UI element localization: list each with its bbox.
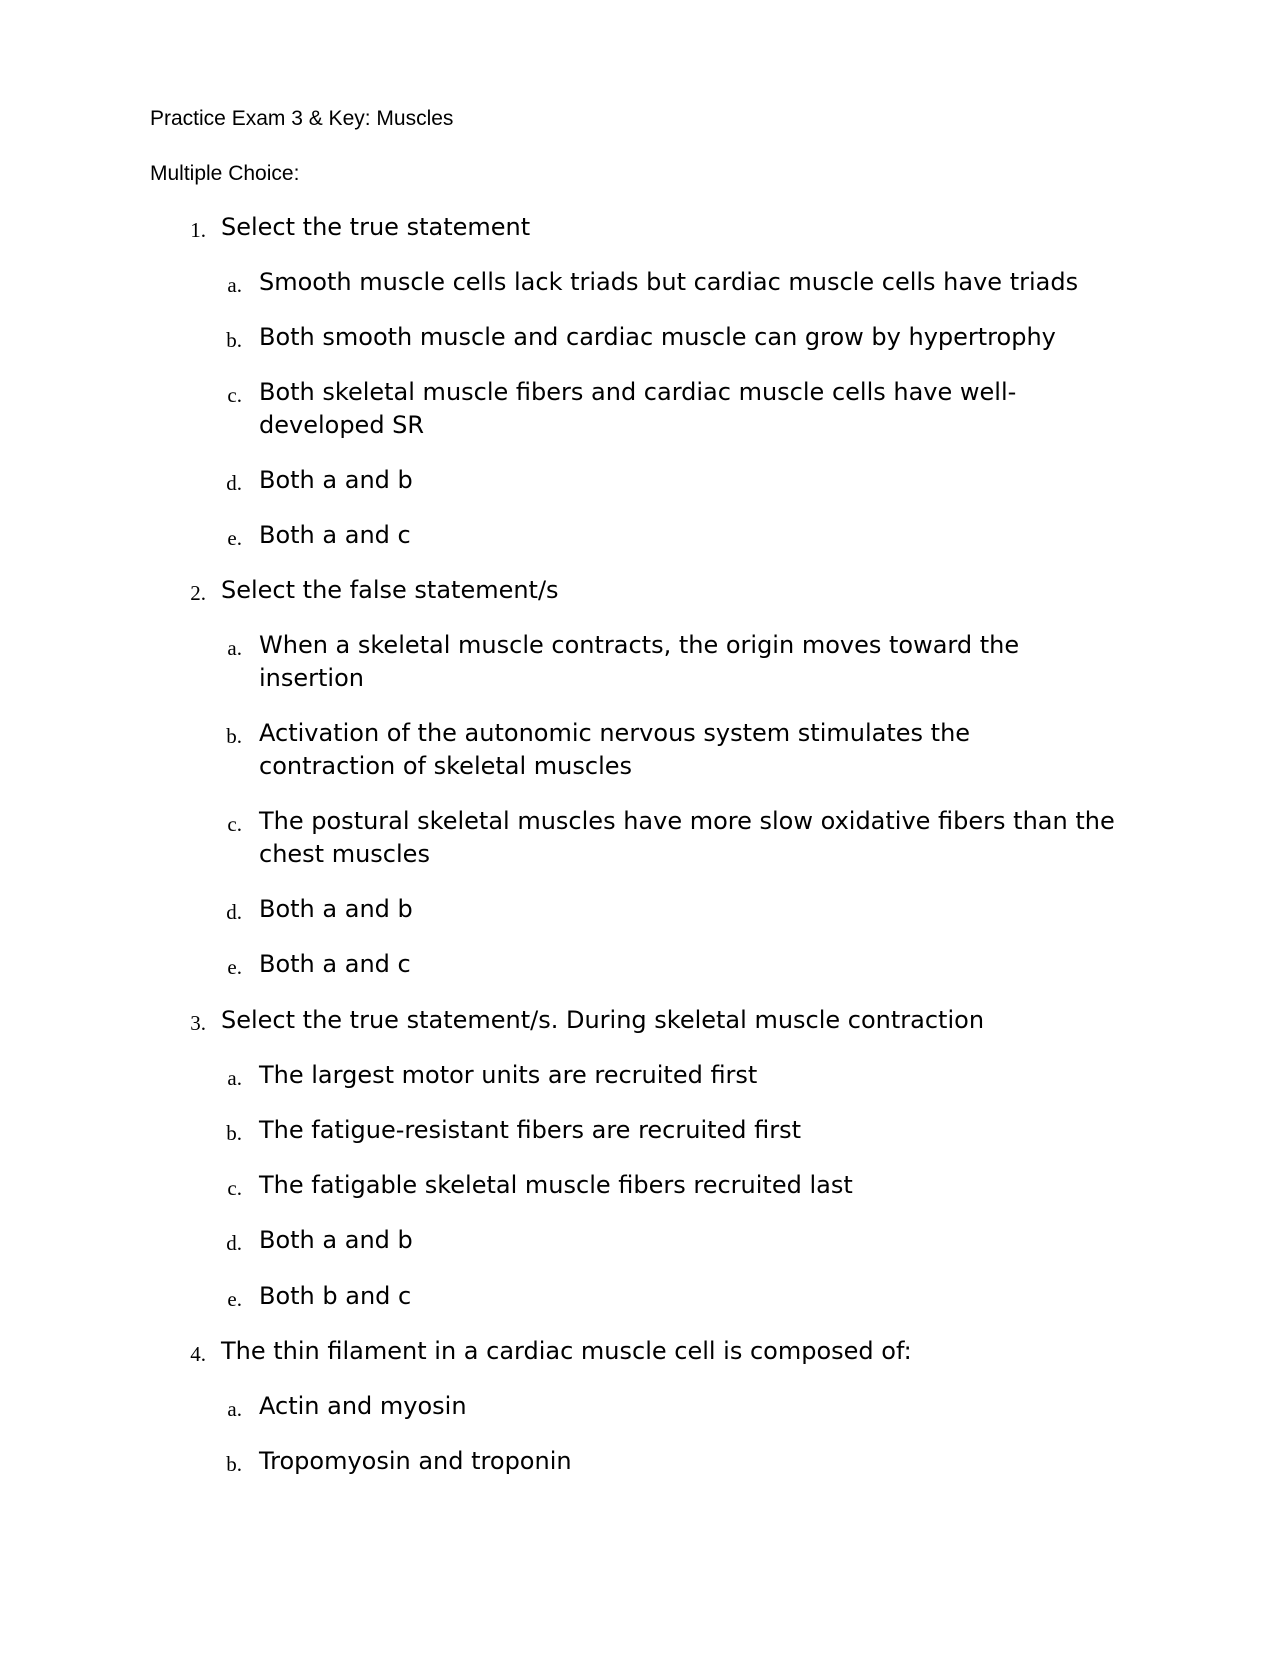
choice-letter: a. bbox=[227, 273, 242, 297]
choice-letter: b. bbox=[226, 328, 242, 352]
choice-letter: e. bbox=[227, 526, 242, 550]
choice-text: Both a and c bbox=[259, 521, 411, 549]
choice-letter: e. bbox=[227, 1287, 242, 1311]
choice-text: Both a and c bbox=[259, 950, 411, 978]
choice-letter: d. bbox=[226, 471, 242, 495]
choice-letter: b. bbox=[226, 724, 242, 748]
choice-text: Tropomyosin and troponin bbox=[259, 1447, 572, 1475]
choice-letter: b. bbox=[226, 1121, 242, 1145]
choice-text: The largest motor units are recruited first bbox=[259, 1061, 758, 1089]
choice-text: The fatigue-resistant fibers are recruited first bbox=[259, 1116, 802, 1144]
question-text: Select the true statement bbox=[221, 213, 531, 241]
choice-letter: a. bbox=[227, 636, 242, 660]
choice-text: Both a and b bbox=[259, 466, 413, 494]
choice-text: Both skeletal muscle fibers and cardiac muscle cells have well-developed SR bbox=[259, 378, 1017, 439]
choice-letter: c. bbox=[227, 812, 242, 836]
choice-text: Activation of the autonomic nervous system stimulates the contraction of skeletal muscles bbox=[259, 719, 971, 780]
question-text: Select the false statement/s bbox=[221, 576, 559, 604]
choice-letter: d. bbox=[226, 1231, 242, 1255]
question-number: 2. bbox=[190, 581, 206, 605]
choice-text: Smooth muscle cells lack triads but cardiac muscle cells have triads bbox=[259, 268, 1079, 296]
section-heading: Multiple Choice: bbox=[150, 162, 300, 185]
choice-text: Both smooth muscle and cardiac muscle can grow by hypertrophy bbox=[259, 323, 1056, 351]
question-text: Select the true statement/s. During skeletal muscle contraction bbox=[221, 1006, 985, 1034]
choice-text: The postural skeletal muscles have more slow oxidative fibers than the chest muscles bbox=[259, 807, 1115, 868]
question-number: 3. bbox=[190, 1011, 206, 1035]
choice-letter: d. bbox=[226, 900, 242, 924]
choice-text: Both b and c bbox=[259, 1282, 412, 1310]
document-title: Practice Exam 3 & Key: Muscles bbox=[150, 107, 454, 130]
choice-text: Actin and myosin bbox=[259, 1392, 467, 1420]
choice-text: The fatigable skeletal muscle fibers recruited last bbox=[259, 1171, 853, 1199]
choice-letter: c. bbox=[227, 383, 242, 407]
choice-text: When a skeletal muscle contracts, the origin moves toward the insertion bbox=[259, 631, 1020, 692]
choice-letter: e. bbox=[227, 955, 242, 979]
choice-text: Both a and b bbox=[259, 1226, 413, 1254]
question-text: The thin filament in a cardiac muscle cell is composed of: bbox=[221, 1337, 912, 1365]
question-number: 4. bbox=[190, 1342, 206, 1366]
choice-letter: a. bbox=[227, 1066, 242, 1090]
choice-letter: a. bbox=[227, 1397, 242, 1421]
choice-text: Both a and b bbox=[259, 895, 413, 923]
choice-letter: b. bbox=[226, 1452, 242, 1476]
choice-letter: c. bbox=[227, 1176, 242, 1200]
question-number: 1. bbox=[190, 218, 206, 242]
